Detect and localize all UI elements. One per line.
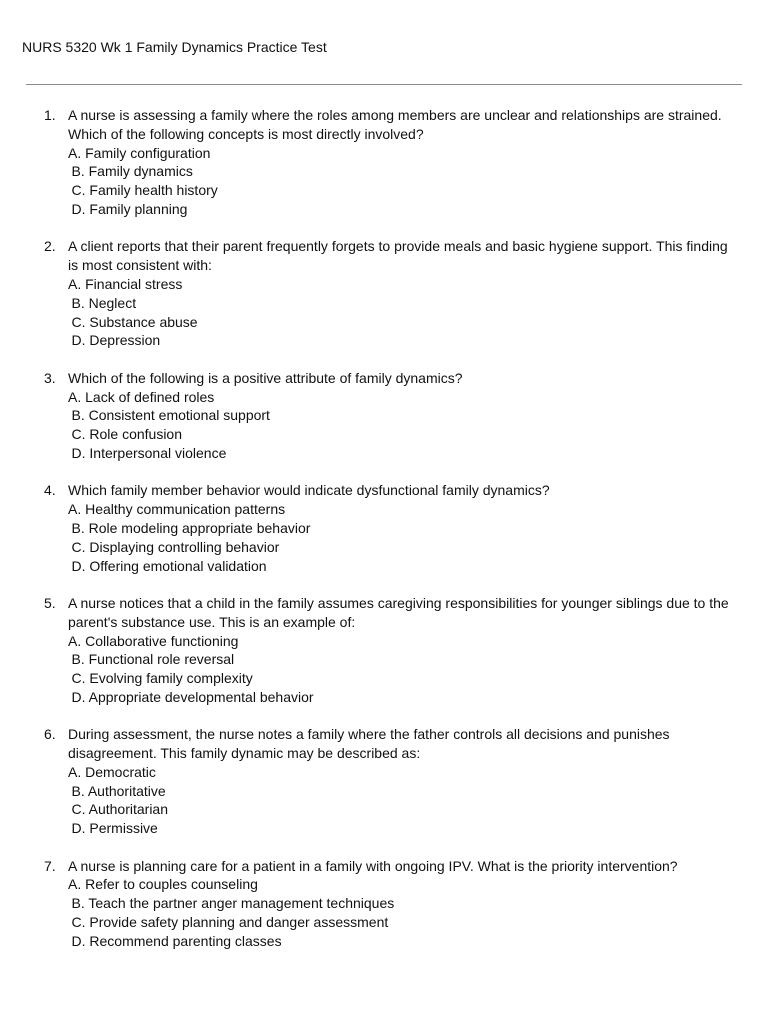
answer-option: A. Healthy communication patterns [68, 501, 286, 518]
question-number: 5. [44, 594, 56, 611]
answer-option: A. Collaborative functioning [68, 632, 239, 649]
question-item [0, 237, 768, 350]
answer-option: B. Consistent emotional support [71, 407, 270, 424]
question-text: A client reports that their parent frequently forgets to provide meals and basic hygiene support. This finding is most consistent with: [68, 238, 728, 274]
document-title: NURS 5320 Wk 1 Family Dynamics Practice Test [22, 39, 327, 55]
answer-option: D. Recommend parenting classes [71, 932, 282, 949]
question-item [0, 106, 768, 219]
question-text: A nurse is planning care for a patient in a family with ongoing IPV. What is the priority intervention? [68, 857, 678, 874]
question-number: 4. [44, 482, 56, 499]
answer-option: A. Refer to couples counseling [68, 876, 258, 893]
answer-option: B. Family dynamics [71, 163, 193, 180]
answer-option: D. Permissive [71, 820, 158, 837]
answer-option: D. Offering emotional validation [71, 557, 267, 574]
question-text: Which family member behavior would indicate dysfunctional family dynamics? [68, 482, 550, 499]
question-item [0, 725, 768, 838]
answer-option: A. Democratic [68, 763, 156, 780]
answer-option: C. Evolving family complexity [71, 670, 253, 687]
question-number: 3. [44, 369, 56, 386]
answer-option: A. Lack of defined roles [68, 388, 215, 405]
answer-option: C. Role confusion [71, 426, 183, 443]
question-item [0, 857, 768, 951]
header-divider [26, 84, 742, 85]
question-number: 7. [44, 857, 56, 874]
answer-option: C. Substance abuse [71, 313, 198, 330]
answer-option: C. Family health history [71, 182, 218, 199]
answer-option: D. Depression [71, 332, 161, 349]
answer-option: A. Family configuration [68, 144, 211, 161]
answer-option: D. Interpersonal violence [71, 444, 227, 461]
answer-option: B. Neglect [71, 294, 137, 311]
answer-option: D. Appropriate developmental behavior [71, 688, 314, 705]
answer-option: B. Functional role reversal [71, 651, 235, 668]
question-text: Which of the following is a positive attribute of family dynamics? [68, 369, 463, 386]
question-number: 2. [44, 238, 56, 255]
question-text: During assessment, the nurse notes a family where the father controls all decisions and punishes disagreement. This family dynamic may be described as: [68, 726, 670, 762]
question-item [0, 369, 768, 463]
question-number: 6. [44, 726, 56, 743]
question-number: 1. [44, 107, 56, 123]
answer-option: A. Financial stress [68, 275, 183, 292]
answer-option: B. Role modeling appropriate behavior [71, 519, 311, 536]
question-item [0, 594, 768, 707]
question-item [0, 481, 768, 575]
answer-option: B. Authoritative [71, 782, 166, 799]
answer-option: D. Family planning [71, 200, 188, 217]
question-text: A nurse is assessing a family where the roles among members are unclear and relationships are strained. Which of the following concepts is most directly involved? [68, 107, 722, 142]
answer-option: C. Provide safety planning and danger assessment [71, 914, 389, 931]
answer-option: C. Displaying controlling behavior [71, 538, 280, 555]
question-list [0, 106, 768, 969]
answer-option: C. Authoritarian [71, 801, 168, 818]
answer-option: B. Teach the partner anger management techniques [71, 895, 395, 912]
question-text: A nurse notices that a child in the family assumes caregiving responsibilities for younger siblings due to the parent's substance use. This is an example of: [68, 594, 729, 630]
